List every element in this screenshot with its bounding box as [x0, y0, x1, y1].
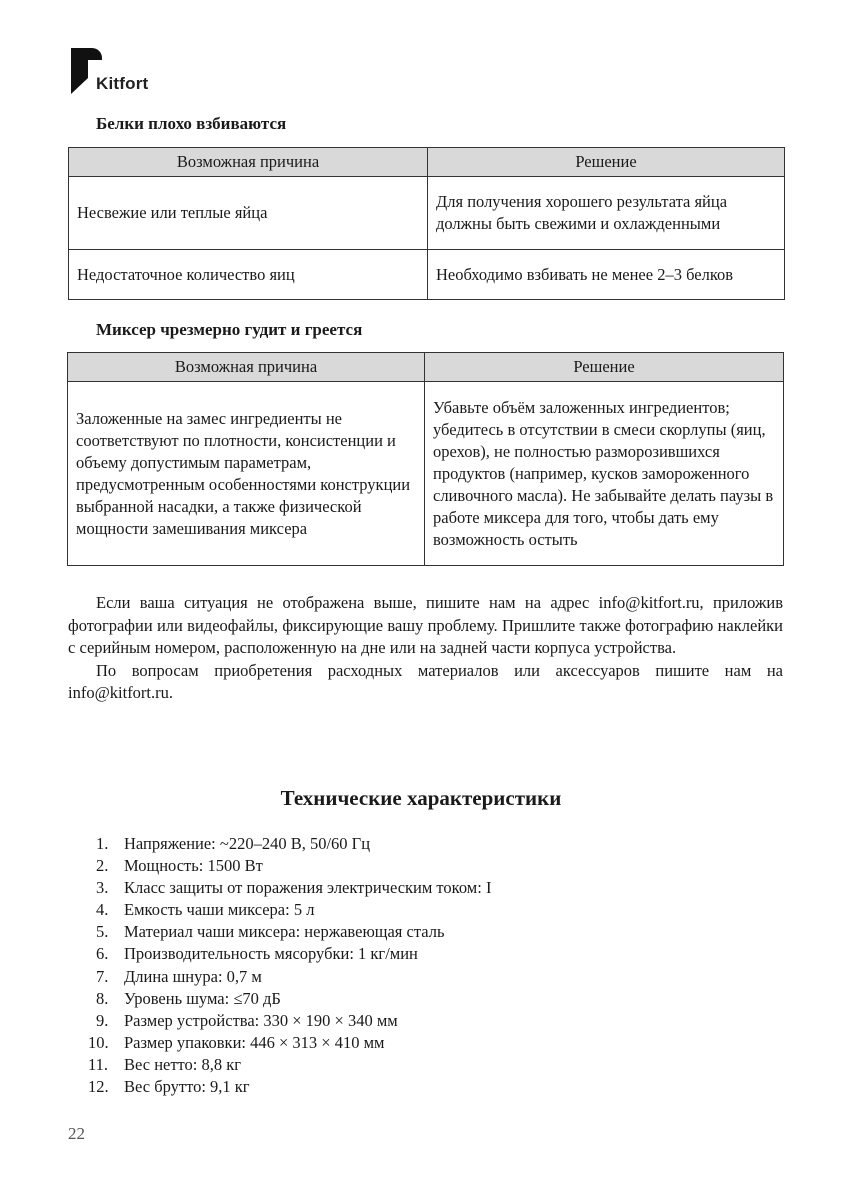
column-header-solution: Решение	[425, 353, 784, 382]
section-title-mixer-overheating: Миксер чрезмерно гудит и греется	[96, 320, 363, 339]
list-item: 12. Вес брутто: 9,1 кг	[88, 1077, 250, 1097]
list-item: 5. Материал чаши миксера: нержавеющая сталь	[96, 922, 445, 942]
table-header-row	[68, 353, 784, 382]
list-item: 8. Уровень шума: ≤70 дБ	[96, 988, 281, 1008]
brand-logo	[68, 48, 178, 98]
specs-title: Технические характеристики	[280, 786, 562, 810]
list-item: 3. Класс защиты от поражения электрическим током: I	[96, 878, 492, 898]
contact-paragraph: Если ваша ситуация не отображена выше, пишите нам на адрес info@kitfort.ru, приложив фотографии или видеофайлы, фиксирующие вашу проблему. Пришлите также фотографию наклейки с серийным номером, расположенную на дне или на задней части корпуса устройства.	[68, 593, 783, 658]
list-item: 2. Мощность: 1500 Вт	[96, 856, 263, 876]
column-header-solution: Решение	[428, 148, 785, 177]
list-item: 6. Производительность мясорубки: 1 кг/мин	[96, 944, 418, 964]
list-item: 4. Емкость чаши миксера: 5 л	[96, 900, 315, 920]
table-header-row	[69, 148, 785, 177]
solution-cell: Для получения хорошего результата яйца должны быть свежими и охлажденными	[428, 177, 785, 250]
table-row	[68, 382, 784, 566]
list-item: 9. Размер устройства: 330 × 190 × 340 мм	[96, 1010, 398, 1030]
solution-cell: Убавьте объём заложенных ингредиентов; убедитесь в отсутствии в смеси скорлупы (яиц, орехов), не полностью разморозившихся продуктов (например, кусков замороженного сливочного масла). Не забывайте делать паузы в работе миксера для того, чтобы дать ему возможность остыть	[425, 382, 784, 566]
list-item: 10. Размер упаковки: 446 × 313 × 410 мм	[88, 1032, 385, 1052]
section-title-egg-whites: Белки плохо взбиваются	[96, 114, 287, 133]
cause-cell: Заложенные на замес ингредиенты не соответствуют по плотности, консистенции и объему допустимым параметрам, предусмотренным особенностями конструкции выбранной насадки, а также физической мощности замешивания миксера	[68, 382, 425, 566]
contact-info	[68, 592, 783, 705]
table-row	[69, 177, 785, 250]
cause-cell: Несвежие или теплые яйца	[69, 177, 428, 250]
list-item: 11. Вес нетто: 8,8 кг	[88, 1054, 242, 1074]
brand-name: Kitfort	[96, 74, 149, 93]
troubleshooting-table-mixer	[67, 352, 784, 566]
column-header-cause: Возможная причина	[69, 148, 428, 177]
page-number: 22	[68, 1124, 85, 1143]
column-header-cause: Возможная причина	[68, 353, 425, 382]
solution-cell: Необходимо взбивать не менее 2–3 белков	[428, 250, 785, 300]
list-item: 1. Напряжение: ~220–240 В, 50/60 Гц	[96, 834, 371, 853]
table-row	[69, 250, 785, 300]
cause-cell: Недостаточное количество яиц	[69, 250, 428, 300]
troubleshooting-table-egg-whites	[68, 147, 785, 300]
list-item: 7. Длина шнура: 0,7 м	[96, 966, 262, 986]
accessories-paragraph: По вопросам приобретения расходных материалов или аксессуаров пишите нам на info@kitfort.ru.	[68, 660, 783, 703]
specs-list	[88, 833, 492, 1098]
